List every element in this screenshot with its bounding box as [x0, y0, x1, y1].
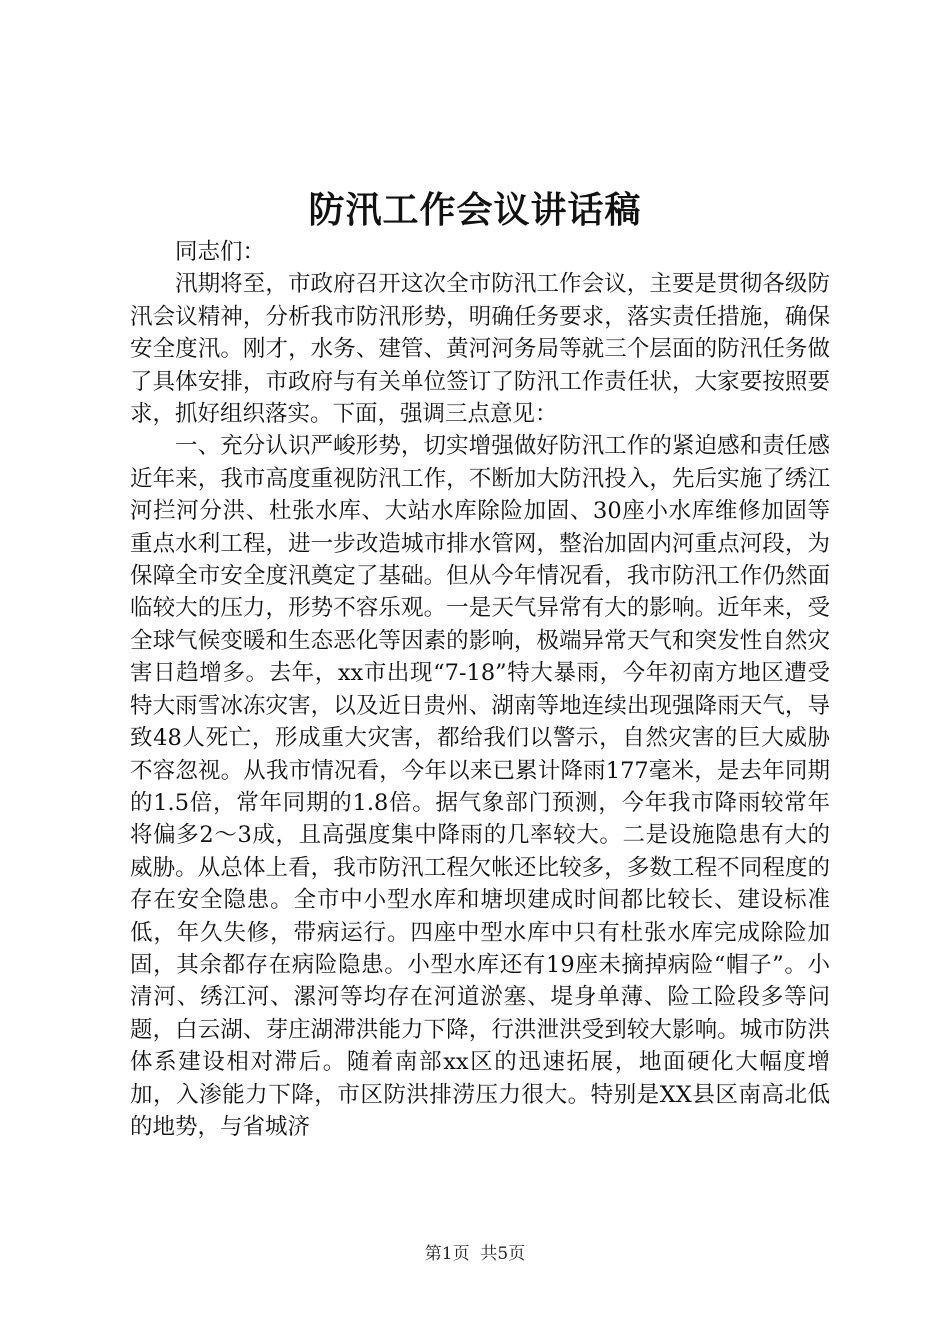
document-body	[130, 236, 830, 1143]
salutation: 同志们：	[175, 239, 266, 265]
paragraph-2: 一、充分认识严峻形势，切实增强做好防汛工作的紧迫感和责任感近年来，我市高度重视防汛工作，不断加大防汛投入，先后实施了绣江河拦河分洪、杜张水库、大站水库除险加固、30座小水库维修加固等重点水利工程，进一步改造城市排水管网，整治加固内河重点河段，为保障全市安全度汛奠定了基础。但从今年情况看，我市防汛工作仍然面临较大的压力，形势不容乐观。一是天气异常有大的影响。近年来，受全球气候变暖和生态恶化等因素的影响，极端异常天气和突发性自然灾害日趋增多。去年，xx市出现“7-18”特大暴雨，今年初南方地区遭受特大雨雪冰冻灾害，以及近日贵州、湖南等地连续出现强降雨天气，导致48人死亡，形成重大灾害，都给我们以警示，自然灾害的巨大威胁不容忽视。从我市情况看，今年以来已累计降雨177毫米，是去年同期的1.5倍，常年同期的1.8倍。据气象部门预测，今年我市降雨较常年将偏多2～3成，且高强度集中降雨的几率较大。二是设施隐患有大的威胁。从总体上看，我市防汛工程欠帐还比较多，多数工程不同程度的存在安全隐患。全市中小型水库和塘坝建成时间都比较长、建设标准低，年久失修，带病运行。四座中型水库中只有杜张水库完成除险加固，其余都存在病险隐患。小型水库还有19座未摘掉病险“帽子”。小清河、绣江河、漯河等均存在河道淤塞、堤身单薄、险工险段多等问题，白云湖、芽庄湖滞洪能力下降，行洪泄洪受到较大影响。城市防洪体系建设相对滞后。随着南部xx区的迅速拓展，地面硬化大幅度增加，入渗能力下降，市区防洪排涝压力很大。特别是XX县区南高北低的地势，与省城济	[130, 433, 830, 1140]
paragraph-1: 汛期将至，市政府召开这次全市防汛工作会议，主要是贯彻各级防汛会议精神，分析我市防汛形势，明确任务要求，落实责任措施，确保安全度汛。刚才，水务、建管、黄河河务局等就三个层面的防汛任务做了具体安排，市政府与有关单位签订了防汛工作责任状，大家要按照要求，抓好组织落实。下面，强调三点意见：	[130, 271, 830, 428]
document-title: 防汛工作会议讲话稿	[308, 189, 642, 231]
page-footer	[0, 1242, 950, 1266]
page-number-current: 第1页	[424, 1244, 470, 1264]
page-number-total: 共5页	[480, 1244, 526, 1264]
